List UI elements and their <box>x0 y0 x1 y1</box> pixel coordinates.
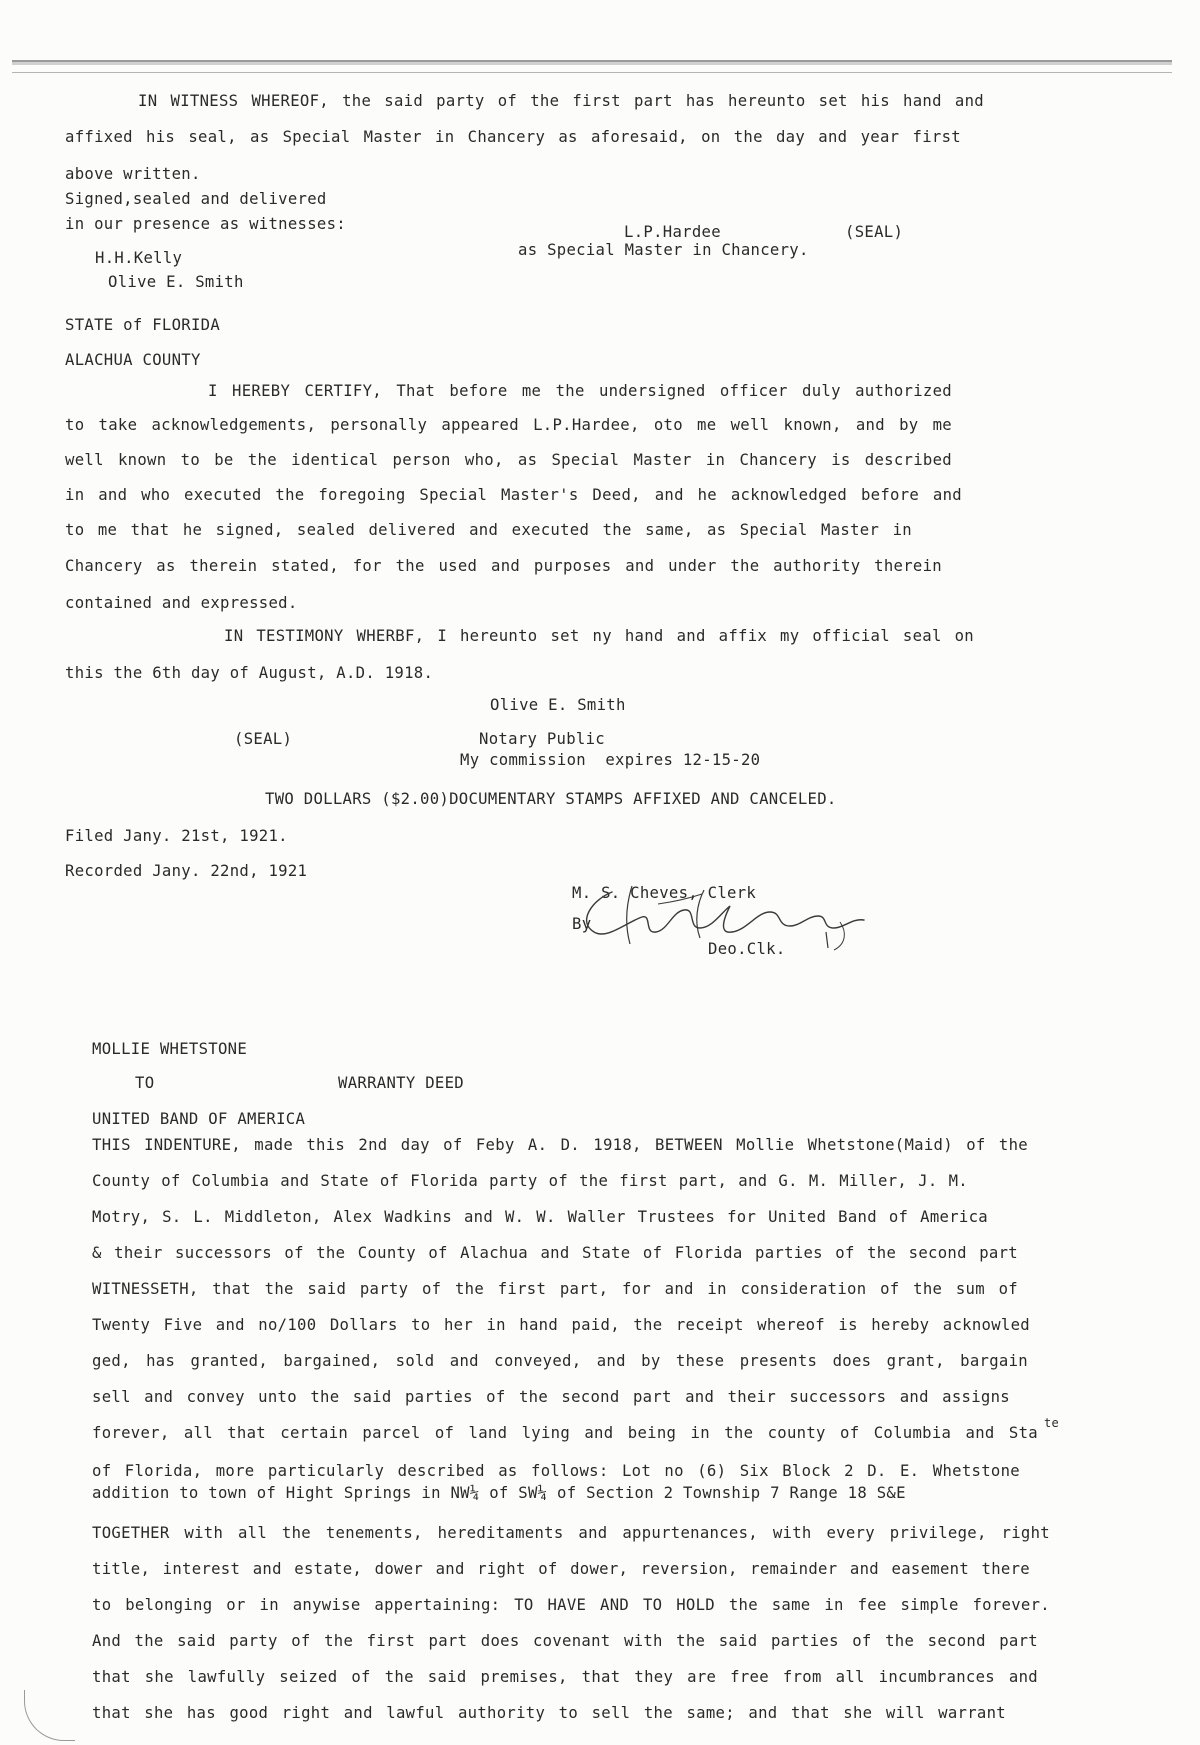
deed-line-7: ged, has granted, bargained, sold and conveyed, and by these presents does grant, bargain <box>92 1352 1028 1370</box>
signed-sealed-label: Signed,sealed and delivered <box>65 190 327 208</box>
deed-line-1: THIS INDENTURE, made this 2nd day of Feby A. D. 1918, BETWEEN Mollie Whetstone(Maid) of the <box>92 1136 1028 1154</box>
notary-seal: (SEAL) <box>234 730 293 748</box>
tail-line-5: that she lawfully seized of the said premises, that they are free from all incumbrances and <box>92 1668 1038 1686</box>
signer-seal: (SEAL) <box>845 223 904 241</box>
witness-line-3: above written. <box>65 165 201 183</box>
tail-line-3: to belonging or in anywise appertaining: TO HAVE AND TO HOLD the same in fee simple forever. <box>92 1596 1050 1614</box>
testimony-line-1: IN TESTIMONY WHERBF, I hereunto set ny hand and affix my official seal on <box>224 627 974 645</box>
ack-line-7: contained and expressed. <box>65 594 298 612</box>
deed-line-4: & their successors of the County of Alachua and State of Florida parties of the second part <box>92 1244 1018 1262</box>
lot-line-1: of Florida, more particularly described as follows: Lot no (6) Six Block 2 D. E. Whetstone <box>92 1462 1020 1480</box>
ack-line-4: in and who executed the foregoing Special Master's Deed, and he acknowledged before and <box>65 486 962 504</box>
ack-line-6: Chancery as therein stated, for the used and purposes and under the authority therein <box>65 557 942 575</box>
notary-name: Olive E. Smith <box>490 696 626 714</box>
ack-line-5: to me that he signed, sealed delivered and executed the same, as Special Master in <box>65 521 912 539</box>
ack-line-2: to take acknowledgements, personally appeared L.P.Hardee, oto me well known, and by me <box>65 416 952 434</box>
by-label: By <box>572 915 592 933</box>
deed-line-5: WITNESSETH, that the said party of the first part, for and in consideration of the sum of <box>92 1280 1018 1298</box>
deed-line-3: Motry, S. L. Middleton, Alex Wadkins and W. W. Waller Trustees for United Band of America <box>92 1208 988 1226</box>
county-heading: ALACHUA COUNTY <box>65 351 201 369</box>
in-presence-label: in our presence as witnesses: <box>65 215 346 233</box>
handwritten-signature <box>572 882 872 952</box>
signer-name: L.P.Hardee <box>624 223 721 241</box>
witness-1: H.H.Kelly <box>95 249 183 267</box>
deed-line-9: forever, all that certain parcel of land lying and being in the county of Columbia and Sta <box>92 1424 1038 1442</box>
commission-expiry: My commission expires 12-15-20 <box>460 751 761 769</box>
tail-line-1: TOGETHER with all the tenements, hereditaments and appurtenances, with every privilege, right <box>92 1524 1050 1542</box>
lot-line-2: addition to town of Hight Springs in NW¼ of SW¼ of Section 2 Township 7 Range 18 S&E <box>92 1484 906 1502</box>
state-heading: STATE of FLORIDA <box>65 316 221 334</box>
ack-line-3: well known to be the identical person who, as Special Master in Chancery is described <box>65 451 952 469</box>
witness-line-1: IN WITNESS WHEREOF, the said party of the first part has hereunto set his hand and <box>138 92 984 110</box>
tail-line-4: And the said party of the first part does covenant with the said parties of the second part <box>92 1632 1038 1650</box>
top-rule <box>12 60 1172 73</box>
signer-title: as Special Master in Chancery. <box>518 241 809 259</box>
recorded-date: Recorded Jany. 22nd, 1921 <box>65 862 308 880</box>
grantee-name: UNITED BAND OF AMERICA <box>92 1110 306 1128</box>
tail-line-2: title, interest and estate, dower and right of dower, reversion, remainder and easement there <box>92 1560 1030 1578</box>
witness-2: Olive E. Smith <box>108 273 244 291</box>
deed-line-8: sell and convey unto the said parties of the second part and their successors and assigns <box>92 1388 1010 1406</box>
tail-line-6: that she has good right and lawful authority to sell the same; and that she will warrant <box>92 1704 1006 1722</box>
deed-line-2: County of Columbia and State of Florida party of the first part, and G. M. Miller, J. M. <box>92 1172 968 1190</box>
ack-line-1: I HEREBY CERTIFY, That before me the undersigned officer duly authorized <box>208 382 952 400</box>
deed-title: WARRANTY DEED <box>338 1074 464 1092</box>
stamps-affixed: TWO DOLLARS ($2.00)DOCUMENTARY STAMPS AFFIXED AND CANCELED. <box>265 790 837 808</box>
clerk-line: M. S. Cheves, Clerk <box>572 884 757 902</box>
deputy-clerk: Deo.Clk. <box>708 940 786 958</box>
to-label: TO <box>135 1074 155 1092</box>
testimony-line-2: this the 6th day of August, A.D. 1918. <box>65 664 434 682</box>
page-corner-curl <box>24 1690 75 1741</box>
notary-title: Notary Public <box>479 730 605 748</box>
deed-line-6: Twenty Five and no/100 Dollars to her in hand paid, the receipt whereof is hereby acknowled <box>92 1316 1030 1334</box>
witness-line-2: affixed his seal, as Special Master in Chancery as aforesaid, on the day and year first <box>65 128 961 146</box>
grantor-name: MOLLIE WHETSTONE <box>92 1040 248 1058</box>
filed-date: Filed Jany. 21st, 1921. <box>65 827 288 845</box>
superscript-te: te <box>1044 1416 1060 1430</box>
